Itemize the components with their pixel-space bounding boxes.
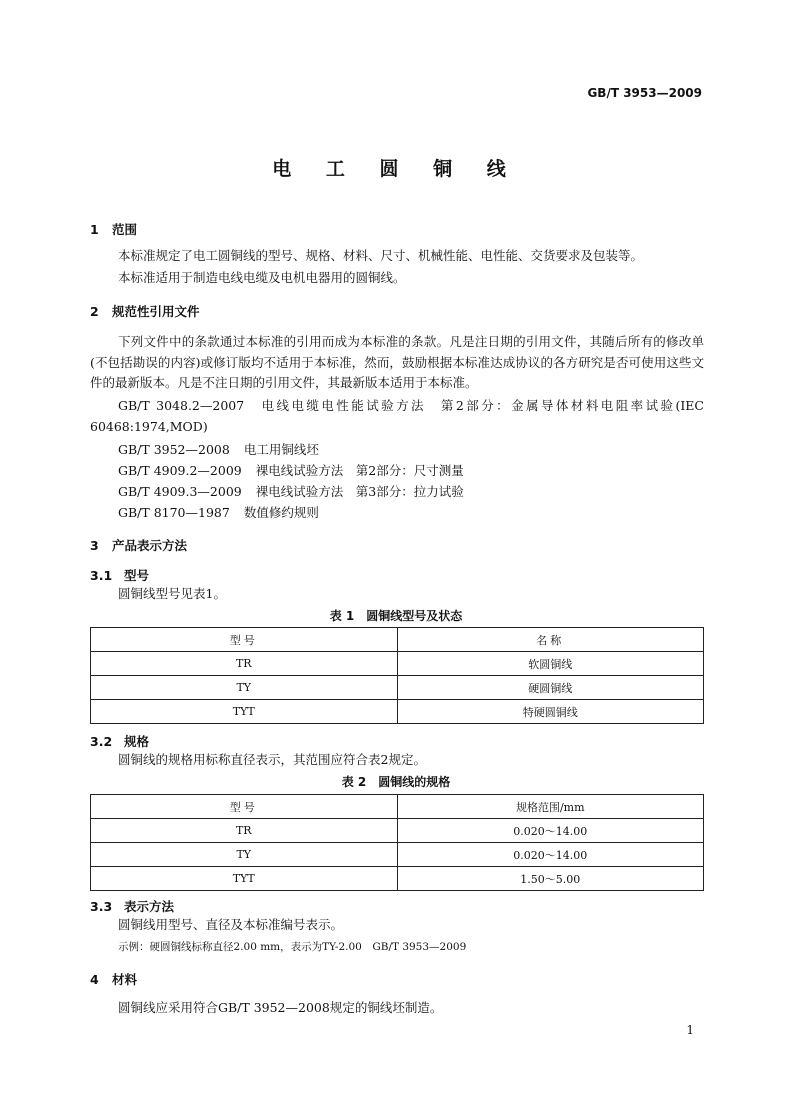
example-note: 示例：硬圆铜线标称直径2.00 mm，表示为TY-2.00 GB/T 3953—2009 (118, 941, 467, 953)
table-row (91, 652, 704, 676)
table-header-cell: 型号 (91, 628, 398, 652)
section-number: 3.1 (90, 568, 113, 583)
table-1 (90, 627, 704, 724)
reference-code: GB/T 8170—1987 (118, 505, 230, 520)
section-title: 型号 (124, 568, 150, 583)
section-1-heading (90, 220, 137, 238)
materials-text: 圆铜线应采用符合GB/T 3952—2008规定的铜线坯制造。 (118, 1000, 443, 1015)
section-number: 3 (90, 538, 99, 553)
table-cell: 硬圆铜线 (397, 676, 704, 700)
table-header-row (91, 795, 704, 819)
section-title: 材料 (112, 972, 138, 987)
table-cell: 1.50～5.00 (397, 867, 704, 891)
table-cell: TR (91, 652, 398, 676)
section-4-heading (90, 970, 137, 988)
section-3-heading (90, 536, 187, 554)
section-number: 4 (90, 972, 99, 987)
reference-title: 电工用铜线坯 (243, 442, 319, 457)
table-2 (90, 794, 704, 891)
reference-title: 裸电线试验方法 第2部分：尺寸测量 (255, 463, 464, 478)
subsection-3-3-heading (90, 897, 174, 915)
reference-item-3 (118, 461, 464, 479)
scope-paragraph-1: 本标准规定了电工圆铜线的型号、规格、材料、尺寸、机械性能、电性能、交货要求及包装等。 (118, 248, 644, 263)
standard-code: GB/T 3953—2009 (587, 86, 702, 100)
table-row (91, 700, 704, 724)
references-intro-paragraph: 下列文件中的条款通过本标准的引用而成为本标准的条款。凡是注日期的引用文件，其随后所有的修改单(不包括勘误的内容)或修订版均不适用于本标准，然而，鼓励根据本标准达成协议的各方研究是否可使用这些文件的最新版本。凡是不注日期的引用文件，其最新版本适用于本标准。 (90, 334, 704, 390)
reference-code: GB/T 3952—2008 (118, 442, 230, 457)
section-2-heading (90, 302, 200, 320)
scope-paragraph-2: 本标准适用于制造电线电缆及电机电器用的圆铜线。 (118, 270, 406, 285)
subsection-3-3-text: 圆铜线用型号、直径及本标准编号表示。 (118, 917, 344, 932)
reference-title: 数值修约规则 (243, 505, 319, 520)
section-title: 规格 (124, 734, 150, 749)
reference-item-1: GB/T 3048.2—2007 电线电缆电性能试验方法 第2部分：金属导体材料电阻率试验(IEC 60468:1974,MOD) (90, 398, 704, 434)
section-number: 1 (90, 222, 99, 237)
table-cell: TYT (91, 700, 398, 724)
table-cell: TY (91, 676, 398, 700)
table-cell: 0.020～14.00 (397, 819, 704, 843)
section-title: 范围 (112, 222, 138, 237)
subsection-3-1-heading (90, 566, 149, 584)
table-header-cell: 名称 (397, 628, 704, 652)
section-number: 2 (90, 304, 99, 319)
section-number: 3.2 (90, 734, 113, 749)
table-header-cell: 规格范围/mm (397, 795, 704, 819)
table-row (91, 676, 704, 700)
section-title: 表示方法 (124, 899, 175, 914)
table-header-row (91, 628, 704, 652)
page-number: 1 (686, 1023, 694, 1037)
table-header-cell: 型号 (91, 795, 398, 819)
document-title: 电 工 圆 铜 线 (272, 158, 520, 180)
subsection-3-1-text: 圆铜线型号见表1。 (118, 586, 226, 601)
reference-code: GB/T 4909.3—2009 (118, 484, 242, 499)
table-cell: 特硬圆铜线 (397, 700, 704, 724)
table-2-caption: 表 2 圆铜线的规格 (341, 775, 451, 789)
table-cell: TY (91, 843, 398, 867)
reference-title: 裸电线试验方法 第3部分：拉力试验 (255, 484, 464, 499)
section-title: 规范性引用文件 (112, 304, 200, 319)
table-1-caption: 表 1 圆铜线型号及状态 (329, 609, 463, 623)
subsection-3-2-text: 圆铜线的规格用标称直径表示，其范围应符合表2规定。 (118, 752, 426, 767)
reference-code: GB/T 4909.2—2009 (118, 463, 242, 478)
subsection-3-2-heading (90, 732, 149, 750)
reference-item-4 (118, 482, 464, 500)
table-cell: 软圆铜线 (397, 652, 704, 676)
table-row (91, 843, 704, 867)
table-row (91, 867, 704, 891)
table-cell: TR (91, 819, 398, 843)
section-number: 3.3 (90, 899, 113, 914)
reference-item-2 (118, 440, 319, 458)
section-title: 产品表示方法 (112, 538, 188, 553)
table-cell: TYT (91, 867, 398, 891)
reference-item-5 (118, 503, 319, 521)
table-cell: 0.020～14.00 (397, 843, 704, 867)
table-row (91, 819, 704, 843)
